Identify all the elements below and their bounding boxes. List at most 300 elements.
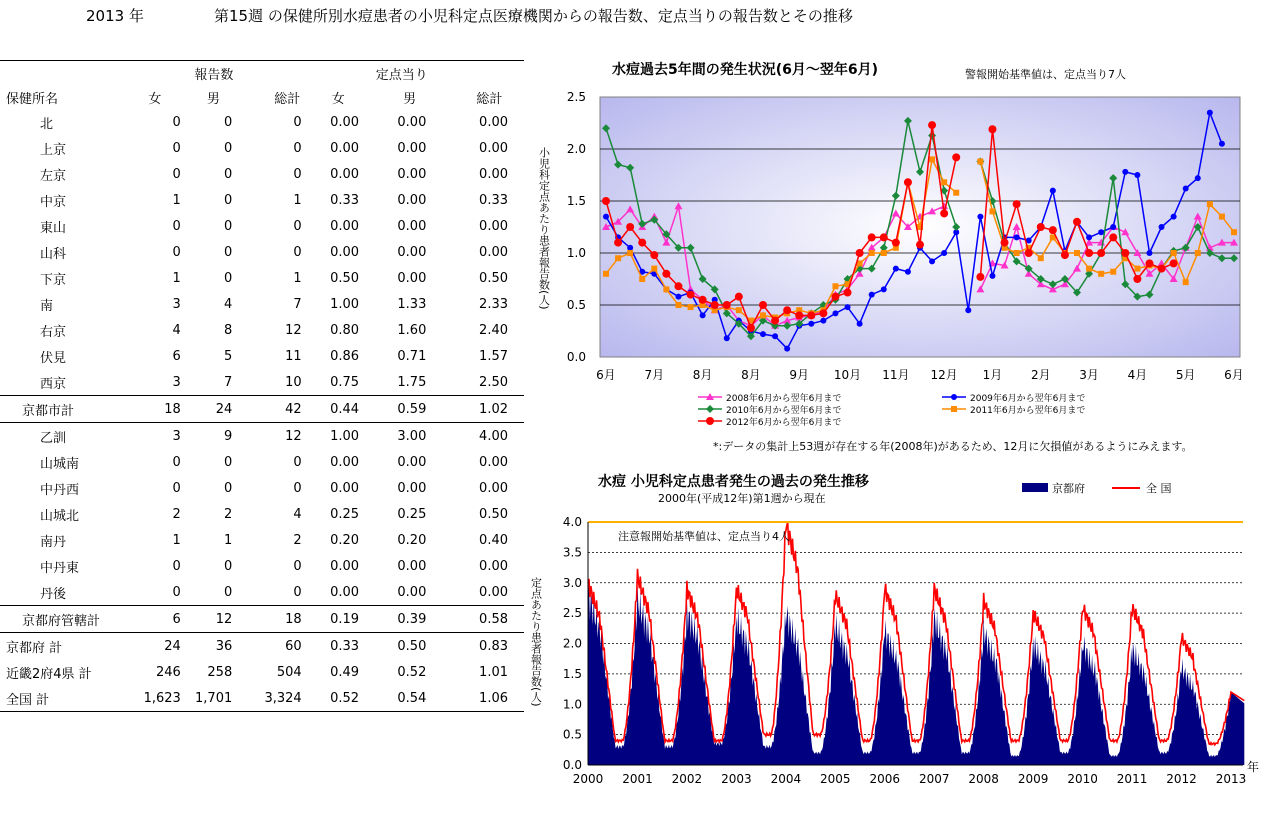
total-per-site: 0.00 <box>479 140 508 156</box>
data-point <box>988 125 996 133</box>
female-per-site: 0.00 <box>330 244 360 260</box>
total-per-site: 0.00 <box>479 480 508 496</box>
total-count: 12 <box>285 428 302 444</box>
facility-name: 山城北 <box>40 508 80 524</box>
male-count: 0 <box>223 558 233 574</box>
x-tick-label: 3月 <box>1079 368 1099 382</box>
male-per-site: 0.20 <box>397 532 427 548</box>
male-per-site: 0.52 <box>397 664 427 680</box>
facility-name: 全国 計 <box>0 685 136 712</box>
male-count: 1,701 <box>185 685 256 712</box>
column-header: 男 <box>206 91 220 107</box>
x-tick-label: 2003 <box>721 772 752 786</box>
data-point <box>662 270 670 278</box>
y-tick-label: 0.5 <box>562 727 582 742</box>
legend-item <box>698 392 841 404</box>
total-per-site: 4.00 <box>479 428 508 444</box>
female-count: 6 <box>172 348 181 364</box>
male-count: 0 <box>223 454 233 470</box>
legend-label: 2011年6月から翌年6月まで <box>970 406 1086 416</box>
total-per-site: 0.33 <box>479 192 508 208</box>
facility-name: 山城南 <box>40 456 80 472</box>
male-count: 0 <box>223 244 233 260</box>
data-point <box>1014 250 1020 256</box>
data-point <box>977 158 983 164</box>
total-per-site: 0.00 <box>479 454 508 470</box>
data-point <box>1110 269 1116 275</box>
table-group-header <box>0 61 524 86</box>
data-point <box>869 292 875 298</box>
data-point <box>1073 218 1081 226</box>
data-point <box>736 307 742 313</box>
legend-item <box>942 404 1085 416</box>
table-row <box>0 553 524 579</box>
table-row <box>0 343 524 369</box>
data-point <box>795 311 803 319</box>
y-tick-label: 0.0 <box>566 350 586 364</box>
data-point <box>977 214 983 220</box>
data-point <box>1037 223 1045 231</box>
female-per-site: 0.00 <box>330 140 360 156</box>
data-point <box>881 250 887 256</box>
total-per-site: 0.00 <box>479 244 508 260</box>
male-per-site: 0.00 <box>397 270 427 286</box>
report-year: 2013 年 <box>86 7 144 25</box>
y-tick-label: 2.5 <box>562 606 582 621</box>
table-column-header <box>0 85 524 109</box>
data-point <box>845 304 851 310</box>
female-per-site: 0.00 <box>330 558 360 574</box>
data-point <box>674 282 682 290</box>
table-row <box>0 239 524 265</box>
total-per-site: 1.01 <box>479 664 508 680</box>
female-count: 1 <box>172 532 181 548</box>
data-point <box>760 312 766 318</box>
data-point <box>639 276 645 282</box>
male-per-site: 0.00 <box>397 166 427 182</box>
y-tick-label: 1.5 <box>566 194 586 208</box>
facility-name: 山科 <box>40 246 67 262</box>
column-header: 女 <box>148 91 162 107</box>
blank-cell <box>0 61 136 86</box>
data-point <box>856 249 864 257</box>
chart-subtitle: 2000年(平成12年)第1週から現在 <box>658 492 826 505</box>
x-tick-label: 2010 <box>1067 772 1098 786</box>
data-point <box>1159 224 1165 230</box>
female-count: 6 <box>136 606 184 633</box>
data-point <box>1171 214 1177 220</box>
female-per-site: 0.20 <box>330 532 360 548</box>
y-tick-label: 3.0 <box>562 575 582 590</box>
male-count: 0 <box>223 166 233 182</box>
column-header: 女 <box>331 91 345 107</box>
data-point <box>700 312 706 318</box>
total-count: 12 <box>285 322 302 338</box>
legend-label: 2012年6月から翌年6月まで <box>726 418 842 428</box>
total-count: 11 <box>285 348 302 364</box>
page-header <box>0 0 1269 34</box>
total-per-site: 0.40 <box>479 532 508 548</box>
data-point <box>1014 234 1020 240</box>
chart-footnote: *:データの集計上53週が存在する年(2008年)があるため、12月に欠損値があるようにみえます。 <box>713 440 1193 453</box>
table-row <box>0 633 524 660</box>
data-point <box>651 266 657 272</box>
legend-label: 京都府 <box>1052 482 1085 495</box>
legend-label: 2008年6月から翌年6月まで <box>726 394 842 404</box>
y-axis-label: 定点あたり患者報告数(人) <box>530 577 543 707</box>
total-per-site: 0.00 <box>479 114 508 130</box>
table-row <box>0 579 524 606</box>
data-point <box>687 291 695 299</box>
table-row <box>0 135 524 161</box>
female-count: 18 <box>136 396 184 423</box>
facility-name: 上京 <box>40 142 67 158</box>
legend-item <box>698 404 841 416</box>
table-row <box>0 317 524 343</box>
data-point <box>1049 226 1057 234</box>
male-per-site: 0.00 <box>397 218 427 234</box>
x-tick-label: 12月 <box>930 368 958 382</box>
data-point <box>832 310 838 316</box>
female-per-site: 0.80 <box>330 322 360 338</box>
x-tick-label: 1月 <box>982 368 1003 382</box>
male-per-site: 1.33 <box>397 296 427 312</box>
data-point <box>989 273 995 279</box>
total-count: 42 <box>256 396 325 423</box>
data-point <box>759 301 767 309</box>
female-count: 0 <box>172 114 181 130</box>
data-point <box>711 301 719 309</box>
y-tick-label: 4.0 <box>562 515 582 529</box>
x-tick-label: 2009 <box>1017 772 1049 786</box>
data-point <box>1025 249 1033 257</box>
data-point <box>650 251 658 259</box>
table-row <box>0 109 524 135</box>
table-row <box>0 685 524 712</box>
data-point <box>626 223 634 231</box>
facility-name: 丹後 <box>40 586 67 602</box>
male-count: 12 <box>185 606 256 633</box>
male-count: 4 <box>223 296 233 312</box>
total-per-site: 2.33 <box>479 296 508 312</box>
x-tick-label: 7月 <box>644 368 665 382</box>
data-point <box>627 245 633 251</box>
x-tick-label: 2000 <box>572 772 604 786</box>
male-per-site: 0.00 <box>397 244 427 260</box>
female-per-site: 0.00 <box>330 218 360 234</box>
female-count: 246 <box>155 664 181 680</box>
total-count: 10 <box>285 374 302 390</box>
data-point <box>735 293 743 301</box>
data-point <box>904 178 912 186</box>
female-per-site: 0.25 <box>330 506 360 522</box>
total-count: 3,324 <box>256 685 325 712</box>
facility-name: 中京 <box>40 194 67 210</box>
male-per-site: 0.50 <box>397 638 427 654</box>
facility-name: 下京 <box>40 272 67 288</box>
data-point <box>1098 229 1104 235</box>
male-per-site: 0.59 <box>387 396 454 423</box>
table-row <box>0 606 524 633</box>
total-per-site: 2.40 <box>479 322 508 338</box>
total-count: 0 <box>293 244 302 260</box>
data-point <box>953 190 959 196</box>
data-point <box>1121 249 1129 257</box>
data-point <box>1085 249 1093 257</box>
data-point <box>1219 214 1225 220</box>
five-year-line-chart <box>530 52 1260 457</box>
facility-name: 中丹西 <box>40 482 80 498</box>
male-per-site: 0.39 <box>387 606 454 633</box>
data-point <box>832 283 838 289</box>
data-point <box>952 153 960 161</box>
data-point <box>1061 251 1069 259</box>
x-tick-label: 6月 <box>596 368 616 382</box>
table-row <box>0 187 524 213</box>
column-header: 男 <box>403 91 417 107</box>
total-count: 18 <box>256 606 325 633</box>
female-per-site: 0.49 <box>330 664 360 680</box>
data-point <box>706 417 714 425</box>
facility-name: 近畿2府4県 計 <box>6 666 92 682</box>
total-count: 0 <box>293 454 302 470</box>
data-point <box>1134 172 1140 178</box>
legend-label: 全 国 <box>1146 482 1172 495</box>
data-point <box>868 233 876 241</box>
x-tick-label: 8月 <box>692 368 713 382</box>
facility-name: 伏見 <box>40 350 67 366</box>
data-point <box>615 255 621 261</box>
total-per-site: 0.83 <box>479 638 508 654</box>
male-per-site: 0.00 <box>397 454 427 470</box>
data-point <box>1145 259 1153 267</box>
data-point <box>614 239 622 247</box>
female-per-site: 0.50 <box>330 270 360 286</box>
male-count: 0 <box>223 584 233 600</box>
data-point <box>675 294 681 300</box>
male-count: 2 <box>223 506 233 522</box>
facility-name: 南丹 <box>40 534 67 550</box>
x-tick-label: 5月 <box>1175 368 1196 382</box>
male-count: 9 <box>223 428 233 444</box>
y-tick-label: 2.0 <box>562 636 582 651</box>
female-count: 3 <box>172 374 181 390</box>
x-tick-label: 2008 <box>968 772 999 786</box>
facility-name: 西京 <box>40 376 67 392</box>
data-point <box>1195 175 1201 181</box>
female-count: 3 <box>172 296 181 312</box>
threshold-label: 注意報開始基準値は、定点当り4人 <box>618 530 790 543</box>
table-row <box>0 265 524 291</box>
data-point <box>771 317 779 325</box>
male-count: 8 <box>223 322 233 338</box>
legend-item <box>942 392 1085 404</box>
data-point <box>784 346 790 352</box>
data-point <box>916 241 924 249</box>
data-point <box>1001 239 1009 247</box>
total-count: 0 <box>293 558 302 574</box>
male-per-site: 1.60 <box>397 322 427 338</box>
data-point <box>663 286 669 292</box>
total-count: 60 <box>285 638 302 654</box>
y-axis-label: 小児科定点あたり患者報告数(人) <box>537 147 551 310</box>
data-point <box>893 266 899 272</box>
table-row <box>0 291 524 317</box>
x-tick-label: 6月 <box>1224 368 1244 382</box>
total-per-site: 0.50 <box>479 506 508 522</box>
data-point <box>1109 233 1117 241</box>
x-tick-label: 2001 <box>622 772 653 786</box>
table-row <box>0 369 524 396</box>
male-count: 5 <box>223 348 233 364</box>
female-count: 1 <box>172 192 181 208</box>
table-row <box>0 423 524 450</box>
chart-title: 水痘過去5年間の発生状況(6月～翌年6月) <box>612 62 879 78</box>
legend-item <box>698 416 841 428</box>
y-tick-label: 0.5 <box>566 298 586 312</box>
male-count: 0 <box>223 270 233 286</box>
male-per-site: 3.00 <box>397 428 427 444</box>
data-point <box>880 233 888 241</box>
x-tick-label: 2006 <box>869 772 901 786</box>
female-count: 1,623 <box>136 685 184 712</box>
data-point <box>951 406 957 412</box>
data-point <box>723 301 731 309</box>
male-count: 36 <box>215 638 233 654</box>
data-point <box>675 302 681 308</box>
data-point <box>1110 224 1116 230</box>
x-tick-label: 9月 <box>789 368 810 382</box>
legend-label: 2009年6月から翌年6月まで <box>970 394 1086 404</box>
x-tick-label: 2011 <box>1116 772 1148 786</box>
table-row <box>0 475 524 501</box>
x-tick-label: 2月 <box>1030 368 1051 382</box>
x-tick-label: 11月 <box>882 368 910 382</box>
y-tick-label: 1.5 <box>562 666 582 681</box>
x-tick-label: 2012 <box>1166 772 1197 786</box>
data-point <box>1086 266 1092 272</box>
male-per-site: 1.75 <box>397 374 427 390</box>
female-count: 0 <box>172 140 181 156</box>
data-point <box>976 273 984 281</box>
total-count: 1 <box>293 270 302 286</box>
y-tick-label: 0.0 <box>562 758 582 772</box>
female-per-site: 0.33 <box>330 638 360 654</box>
male-per-site: 0.00 <box>397 558 427 574</box>
x-tick-label: 8月 <box>741 368 761 382</box>
data-point <box>929 156 935 162</box>
male-per-site: 0.25 <box>397 506 427 522</box>
data-point <box>1183 186 1189 192</box>
male-per-site: 0.54 <box>387 685 454 712</box>
male-count: 0 <box>223 480 233 496</box>
total-per-site: 1.02 <box>454 396 524 423</box>
data-point <box>1231 229 1237 235</box>
facility-name: 京都市計 <box>0 396 136 423</box>
female-count: 0 <box>172 244 181 260</box>
y-tick-label: 2.5 <box>566 90 586 104</box>
female-per-site: 0.86 <box>330 348 360 364</box>
table-row <box>0 161 524 187</box>
data-point <box>706 405 714 413</box>
female-count: 0 <box>172 558 181 574</box>
x-tick-label: 10月 <box>833 368 862 382</box>
female-count: 24 <box>164 638 181 654</box>
data-point <box>688 304 694 310</box>
facility-name: 右京 <box>40 324 67 340</box>
male-count: 0 <box>223 218 233 234</box>
total-per-site: 1.06 <box>454 685 524 712</box>
female-per-site: 0.52 <box>326 685 387 712</box>
data-point <box>1195 250 1201 256</box>
legend-swatch-kyoto <box>1022 483 1048 492</box>
facility-name: 東山 <box>40 220 67 236</box>
table-row <box>0 396 524 423</box>
total-count: 504 <box>276 664 302 680</box>
total-count: 0 <box>293 584 302 600</box>
data-point <box>1086 234 1092 240</box>
facility-name: 京都府 計 <box>6 640 63 656</box>
data-point <box>857 321 863 327</box>
data-point <box>603 271 609 277</box>
female-per-site: 1.00 <box>330 296 360 312</box>
data-point <box>699 296 707 304</box>
data-point <box>1098 271 1104 277</box>
data-point <box>807 311 815 319</box>
female-per-site: 0.00 <box>330 454 360 470</box>
data-point <box>772 333 778 339</box>
total-per-site: 2.50 <box>479 374 508 390</box>
column-header: 総計 <box>476 91 503 107</box>
data-point <box>819 309 827 317</box>
male-count: 0 <box>223 192 233 208</box>
male-per-site: 0.00 <box>397 192 427 208</box>
x-tick-label: 2013 <box>1215 772 1247 786</box>
female-per-site: 0.00 <box>330 114 360 130</box>
data-point <box>989 208 995 214</box>
male-count: 7 <box>223 374 233 390</box>
data-point <box>724 335 730 341</box>
total-count: 0 <box>293 480 302 496</box>
male-per-site: 0.00 <box>397 140 427 156</box>
total-count: 1 <box>293 192 302 208</box>
table-row <box>0 501 524 527</box>
data-point <box>1207 110 1213 116</box>
male-per-site: 0.00 <box>397 480 427 496</box>
data-point <box>747 324 755 332</box>
data-point <box>1013 200 1021 208</box>
x-tick-label: 4月 <box>1127 368 1148 382</box>
data-point <box>603 214 609 220</box>
female-count: 0 <box>172 480 181 496</box>
y-tick-label: 2.0 <box>566 142 586 156</box>
male-count: 1 <box>223 532 233 548</box>
chart-title: 水痘 小児科定点患者発生の過去の発生推移 <box>598 474 869 490</box>
total-count: 7 <box>293 296 302 312</box>
data-point <box>638 239 646 247</box>
data-point <box>1038 255 1044 261</box>
data-point <box>892 239 900 247</box>
page-title: 第15週 の保健所別水痘患者の小児科定点医療機関からの報告数、定点当りの報告数とその推移 <box>214 7 853 25</box>
total-per-site: 0.00 <box>479 584 508 600</box>
x-tick-label: 2002 <box>671 772 703 786</box>
female-per-site: 0.75 <box>330 374 360 390</box>
data-point <box>905 269 911 275</box>
data-point <box>844 289 852 297</box>
data-point <box>1158 265 1166 273</box>
header-per-site: 定点当り <box>326 61 524 86</box>
data-point <box>1207 201 1213 207</box>
